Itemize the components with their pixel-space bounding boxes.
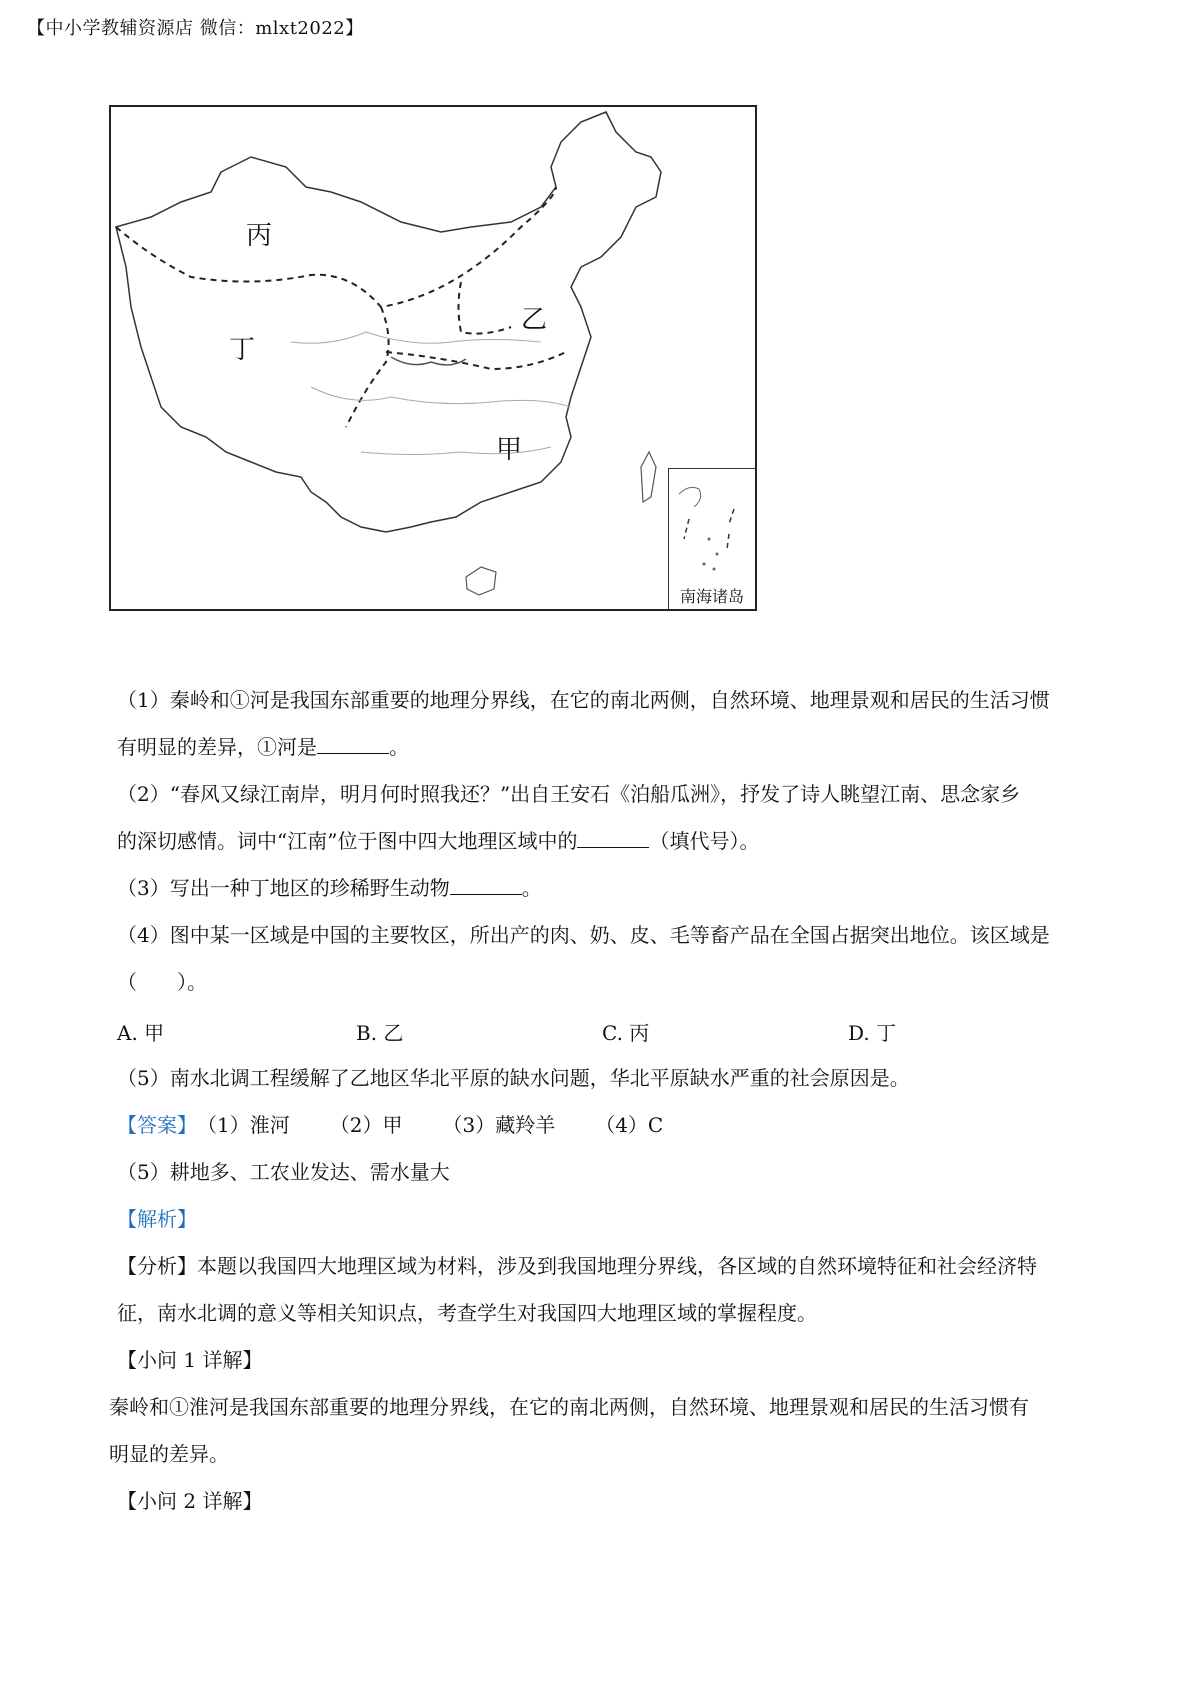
- q1-line2: [117, 733, 409, 761]
- analysis-tag: 【解析】: [117, 1207, 197, 1231]
- answer-item-4: （4）C: [595, 1113, 664, 1137]
- answer-item-3: （3）藏羚羊: [442, 1113, 556, 1137]
- answer-item-2: （2）甲: [329, 1113, 403, 1137]
- q1-line1: （1）秦岭和①河是我国东部重要的地理分界线，在它的南北两侧，自然环境、地理景观和居民的生活习惯: [117, 688, 1050, 712]
- q2-line1: （2）“春风又绿江南岸，明月何时照我还？”出自王安石《泊船瓜洲》，抒发了诗人眺望江南、思念家乡: [117, 782, 1021, 806]
- answer-tag: 【答案】: [117, 1113, 197, 1137]
- q3-end: 。: [521, 876, 542, 900]
- page-header: 【中小学教辅资源店 微信：mlxt2022】: [27, 18, 364, 39]
- answer-line: [117, 1111, 663, 1139]
- q4-line2: （ ）。: [117, 970, 207, 994]
- q1-line2-end: 。: [389, 735, 409, 759]
- inset-label: 南海诸岛: [679, 587, 744, 606]
- china-map-figure: [109, 105, 757, 611]
- answer-blank: [317, 735, 389, 754]
- q4-option-b: B. 乙: [356, 1021, 404, 1045]
- region-label-yi: 乙: [521, 305, 548, 335]
- q4-option-a: A. 甲: [117, 1021, 165, 1045]
- detail1-title: 【小问 1 详解】: [117, 1348, 263, 1372]
- analysis-line1: 【分析】本题以我国四大地理区域为材料，涉及到我国地理分界线，各区域的自然环境特征和社会经济特: [117, 1254, 1037, 1278]
- q1-line2-text: 有明显的差异，①河是: [117, 735, 317, 759]
- q4-option-c: C. 丙: [602, 1021, 650, 1045]
- q2-line2-end: （填代号）。: [649, 829, 760, 853]
- detail1-line1: 秦岭和①淮河是我国东部重要的地理分界线，在它的南北两侧，自然环境、地理景观和居民的生活习惯有: [109, 1395, 1029, 1419]
- q2-line2-text: 的深切感情。词中“江南”位于图中四大地理区域中的: [117, 829, 578, 853]
- q5-line: （5）南水北调工程缓解了乙地区华北平原的缺水问题，华北平原缺水严重的社会原因是。: [117, 1066, 910, 1090]
- q3-line: [117, 874, 542, 902]
- china-map-outline: [111, 107, 757, 611]
- answer-item-1: （1）淮河: [197, 1113, 290, 1137]
- region-label-jia: 甲: [496, 435, 523, 465]
- south-china-sea-inset: [668, 468, 755, 609]
- answer-item-5: （5）耕地多、工农业发达、需水量大: [117, 1160, 450, 1184]
- q4-option-d: D. 丁: [848, 1021, 897, 1045]
- detail1-line2: 明显的差异。: [109, 1442, 229, 1466]
- region-label-bing: 丙: [246, 221, 273, 251]
- analysis-line2: 征，南水北调的意义等相关知识点，考查学生对我国四大地理区域的掌握程度。: [117, 1301, 817, 1325]
- q4-line1: （4）图中某一区域是中国的主要牧区，所出产的肉、奶、皮、毛等畜产品在全国占据突出地位。该区域是: [117, 923, 1050, 947]
- region-label-ding: 丁: [229, 335, 256, 365]
- detail2-title: 【小问 2 详解】: [117, 1489, 263, 1513]
- q3-text: （3）写出一种丁地区的珍稀野生动物: [117, 876, 450, 900]
- q2-line2: [117, 827, 759, 855]
- answer-blank: [577, 829, 649, 848]
- answer-blank: [450, 876, 522, 895]
